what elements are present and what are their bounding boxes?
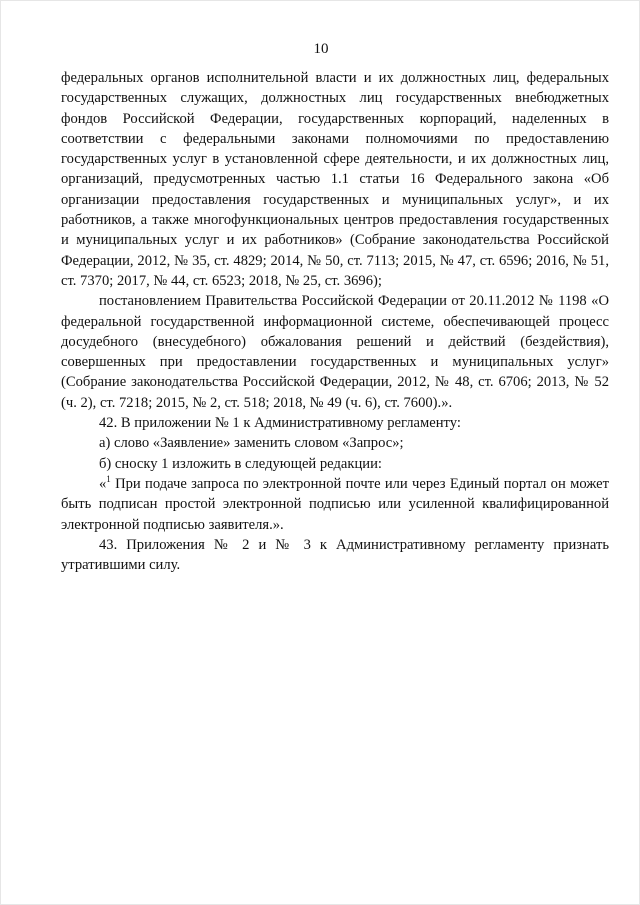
paragraph-footnote-text xyxy=(61,474,609,535)
paragraph-government-decree: постановлением Правительства Российской Федерации от 20.11.2012 № 1198 «О федеральной государственной информационной системе, обеспечивающей процесс досудебного (внесудебного) обжалования решений и действий (бездействия), совершенных при предоставлении государственных и муниципальных услуг» (Собрание законодательства Российской Федерации, 2012, № 48, ст. 6706; 2013, № 52 (ч. 2), ст. 7218; 2015, № 2, ст. 518; 2018, № 49 (ч. 6), ст. 7600).». xyxy=(61,293,609,411)
document-body xyxy=(61,68,609,575)
paragraph-item-42-b: б) сноску 1 изложить в следующей редакции: xyxy=(99,455,382,472)
page-number: 10 xyxy=(313,41,329,57)
paragraph-item-42-a: а) слово «Заявление» заменить словом «Запрос»; xyxy=(99,435,404,452)
paragraph-continuation: федеральных органов исполнительной власти и их должностных лиц, федеральных государственных служащих, должностных лиц государственных внебюджетных фондов Российской Федерации, государственных корпораций, наделенных в соответствии с федеральными законами полномочиями по предоставлению государственных услуг в установленной сфере деятельности, и их должностных лиц, организаций, предусмотренных частью 1.1 статьи 16 Федерального закона «Об организации предоставления государственных и муниципальных услуг», и их работников, а также многофункциональных центров предоставления государственных и муниципальных услуг и их работников» (Собрание законодательства Российской Федерации, 2012, № 35, ст. 4829; 2014, № 50, ст. 7113; 2015, № 47, ст. 6596; 2016, № 51, ст. 7370; 2017, № 44, ст. 6523; 2018, № 25, ст. 3696); xyxy=(61,70,609,289)
footnote-marker: 1 xyxy=(106,473,111,484)
open-quote: « xyxy=(99,475,107,492)
footnote-body: При подаче запроса по электронной почте или через Единый портал он может быть подписан простой электронной подписью или усиленной квалифицированной электронной подписью заявителя.». xyxy=(61,475,609,533)
paragraph-item-42: 42. В приложении № 1 к Административному регламенту: xyxy=(99,415,461,432)
paragraph-item-43: 43. Приложения № 2 и № 3 к Административному регламенту признать утратившими силу. xyxy=(61,536,609,574)
